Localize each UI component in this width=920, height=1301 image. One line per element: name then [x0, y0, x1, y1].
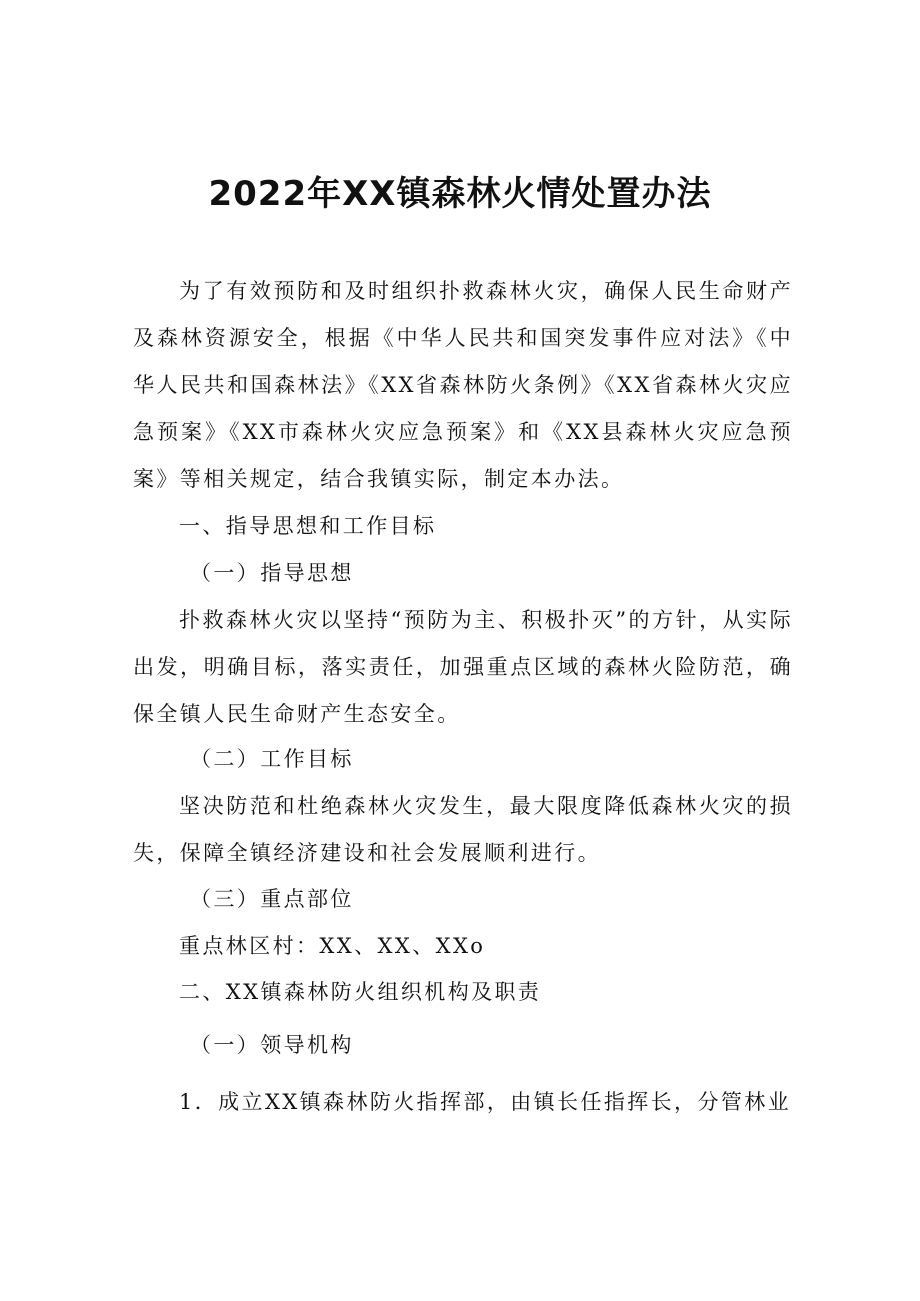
section2-heading: 二、XX镇森林防火组织机构及职责	[179, 980, 542, 1004]
section1-sub3-heading: （三）重点部位	[190, 887, 354, 911]
section2-sub1-heading: （一）领导机构	[190, 1033, 354, 1057]
section1-sub1-heading: （一）指导思想	[190, 561, 354, 585]
section1-sub3-body: 重点林区村：XX、XX、XXo	[179, 934, 486, 958]
document-title: 2022年XX镇森林火情处置办法	[208, 174, 712, 214]
section1-sub1-body: 扑救森林火灾以坚持“预防为主、积极扑灭”的方针，从实际出发，明确目标，落实责任，加强重点区域的森林火险防范，确保全镇人民生命财产生态安全。	[133, 608, 793, 726]
section1-sub2-heading: （二）工作目标	[190, 747, 354, 771]
section1-sub2-body: 坚决防范和杜绝森林火灾发生，最大限度降低森林火灾的损失，保障全镇经济建设和社会发展顺利进行。	[133, 794, 793, 865]
section1-heading: 一、指导思想和工作目标	[179, 514, 437, 538]
intro-paragraph: 为了有效预防和及时组织扑救森林火灾，确保人民生命财产及森林资源安全，根据《中华人民共和国突发事件应对法》《中华人民共和国森林法》《XX省森林防火条例》《XX省森林火灾应急预案》《XX市森林火灾应急预案》和《XX县森林火灾应急预案》等相关规定，结合我镇实际，制定本办法。	[133, 279, 793, 491]
section2-item-1: 1．成立XX镇森林防火指挥部，由镇长任指挥长，分管林业	[179, 1090, 792, 1114]
